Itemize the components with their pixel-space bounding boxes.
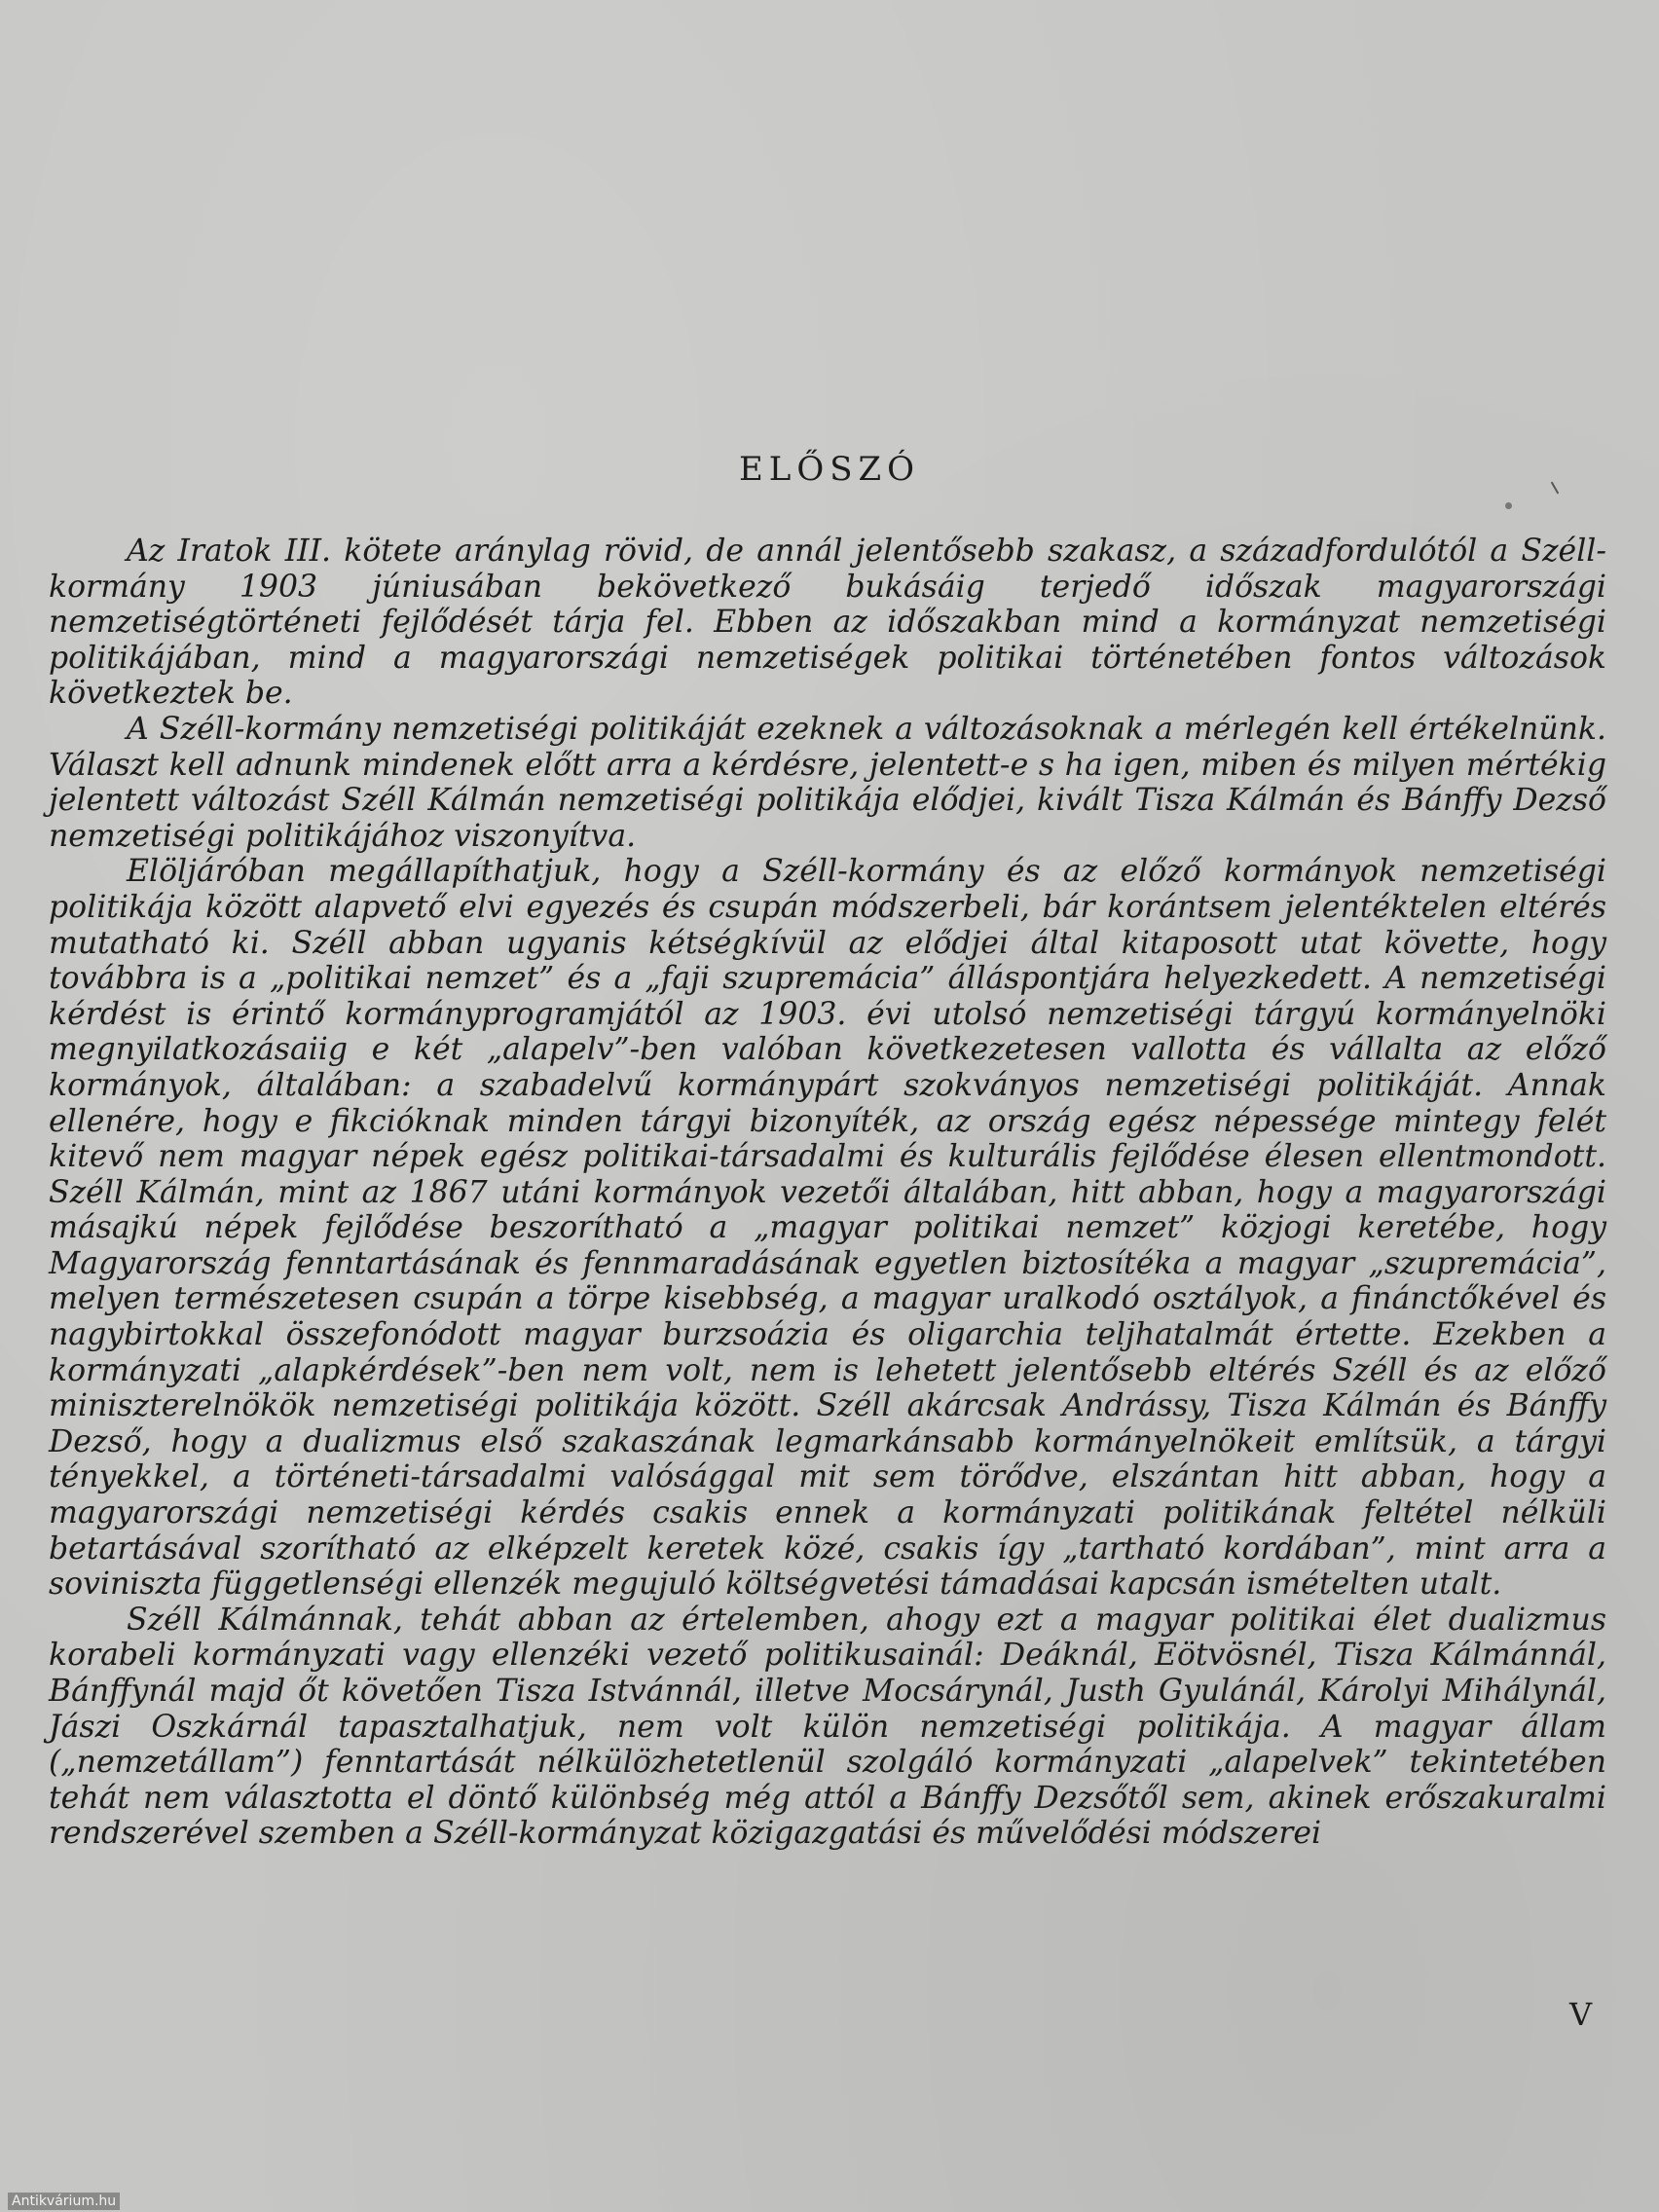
paragraph-3: Elöljáróban megállapíthatjuk, hogy a Széll-kormány és az előző kormányok nemzetiségi politikája között alapvető elvi egyezés és csupán módszerbeli, bár korántsem jelentéktelen eltérés mutatható ki. Széll abban ugyanis kétségkívül az elődjei által kitaposott utat követte, hogy továbbra is a „politikai nemzet” és a „faji szupremácia” álláspontjára helyezkedett. A nemzetiségi kérdést is érintő kormányprogramjától az 1903. évi utolsó nemzetiségi tárgyú kormányelnöki megnyilatkozásaiig e két „alapelv”-ben valóban következetesen vallotta és vállalta az előző kormányok, általában: a szabadelvű kormánypárt szokványos nemzetiségi politikáját. Annak ellenére, hogy e fikcióknak minden tárgyi bizonyíték, az ország egész népessége mintegy felét kitevő nem magyar népek egész politikai-társadalmi és kulturális fejlődése élesen ellentmondott. Széll Kálmán, mint az 1867 utáni kormányok vezetői általában, hitt abban, hogy a magyarországi másajkú népek fejlődése beszorítható a „magyar politikai nemzet” közjogi keretébe, hogy Magyarország fenntartásának és fennmaradásának egyetlen biztosítéka a magyar „szupremácia”, melyen természetesen csupán a törpe kisebbség, a magyar uralkodó osztályok, a finánctőkével és nagybirtokkal összefonódott magyar burzsoázia és oligarchia teljhatalmát értette. Ezekben a kormányzati „alapkérdések”-ben nem volt, nem is lehetett jelentősebb eltérés Széll és az előző miniszterelnökök nemzetiségi politikája között. Széll akárcsak Andrássy, Tisza Kálmán és Bánffy Dezső, hogy a dualizmus első szakaszának legmarkánsabb kormányelnökeit említsük, a tárgyi tényekkel, a történeti-társadalmi valósággal mit sem törődve, elszántan hitt abban, hogy a magyarországi nemzetiségi kérdés csakis ennek a kormányzati politikának feltétel nélküli betartásával szorítható az elképzelt keretek közé, csakis így „tartható kordában”, mint arra a soviniszta függetlenségi ellenzék megujuló költségvetési támadásai kapcsán ismételten utalt. (49, 854, 1606, 1603)
paragraph-2: A Széll-kormány nemzetiségi politikáját ezeknek a változásoknak a mérlegén kell értékelnünk. Választ kell adnunk mindenek előtt arra a kérdésre, jelentett-e s ha igen, miben és milyen mértékig jelentett változást Széll Kálmán nemzetiségi politikája elődjei, kivált Tisza Kálmán és Bánffy Dezső nemzetiségi politikájához viszonyítva. (49, 711, 1606, 854)
paragraph-4: Széll Kálmánnak, tehát abban az értelemben, ahogy ezt a magyar politikai élet dualizmus korabeli kormányzati vagy ellenzéki vezető politikusainál: Deáknál, Eötvösnél, Tisza Kálmánnál, Bánffynál majd őt követően Tisza Istvánnál, illetve Mocsárynál, Justh Gyulánál, Károlyi Mihálynál, Jászi Oszkárnál tapasztalhatjuk, nem volt külön nemzetiségi politikája. A magyar állam („nemzetállam”) fenntartását nélkülözhetetlenül szolgáló kormányzati „alapelvek” tekintetében tehát nem választotta el döntő különbség még attól a Bánffy Dezsőtől sem, akinek erőszakuralmi rendszerével szemben a Széll-kormányzat közigazgatási és művelődési módszerei (49, 1602, 1606, 1852)
paragraph-1: Az Iratok III. kötete aránylag rövid, de annál jelentősebb szakasz, a századfordulótól a Széll-kormány 1903 júniusában bekövetkező bukásáig terjedő időszak magyarországi nemzetiségtörténeti fejlődését tárja fel. Ebben az időszakban mind a kormányzat nemzetiségi politikájában, mind a magyarországi nemzetiségek politikai történetében fontos változások következtek be. (49, 534, 1606, 712)
page-title: ELŐSZÓ (738, 450, 921, 489)
body-text (49, 534, 1606, 1852)
page-number: V (1569, 1996, 1593, 2033)
watermark: Antikvárium.hu (8, 2193, 120, 2210)
dust-speck (1505, 502, 1512, 509)
